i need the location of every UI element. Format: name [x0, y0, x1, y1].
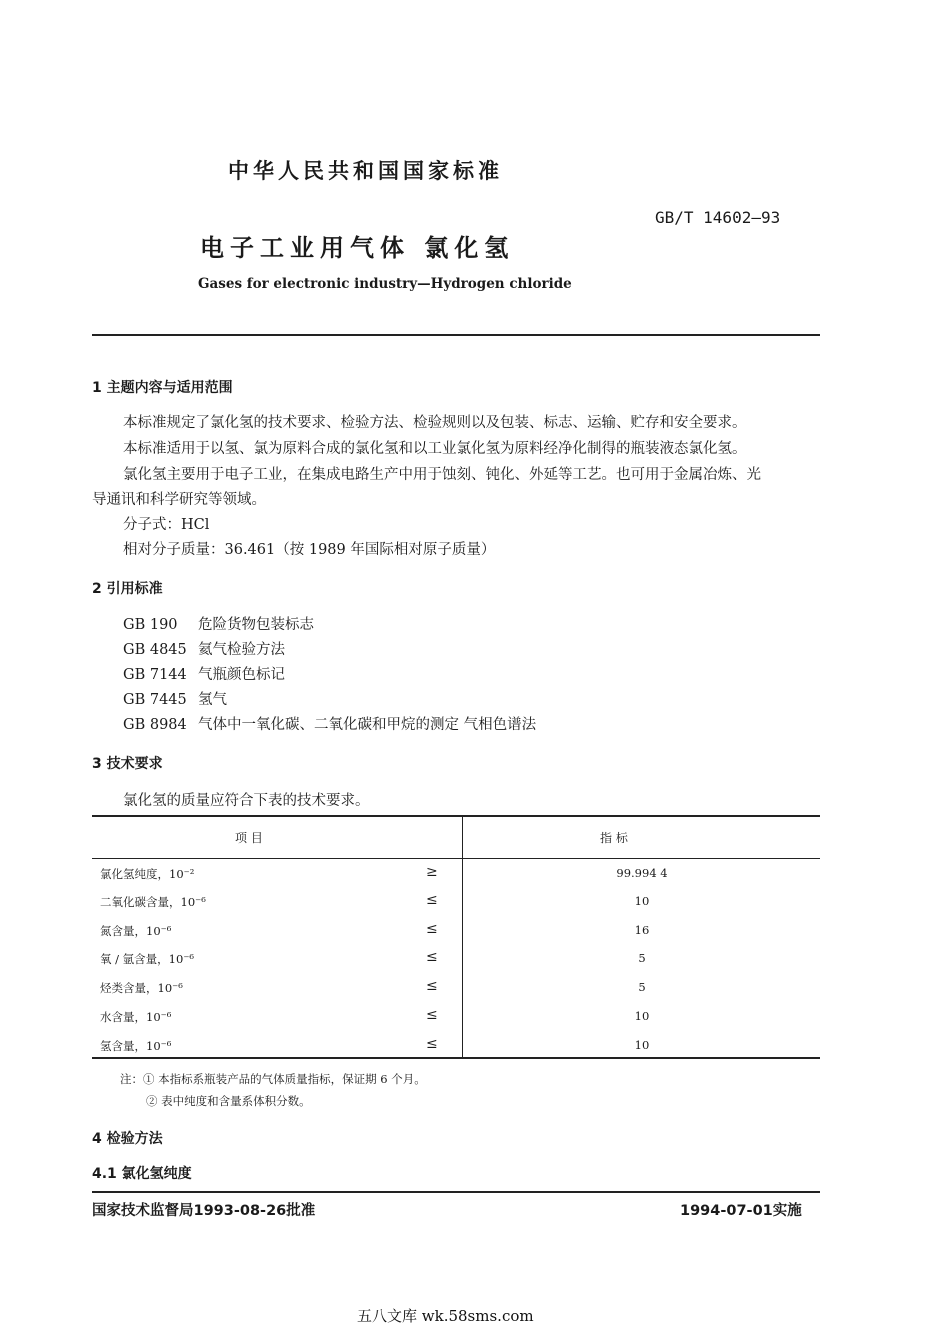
document-title: 电子工业用气体 氯化氢	[200, 234, 515, 262]
table-row	[92, 860, 820, 888]
table-header-rule	[92, 858, 820, 859]
table-cell-operator: ≤	[426, 949, 438, 965]
table-note-1: 注：① 本指标系瓶装产品的气体质量指标，保证期 6 个月。	[120, 1072, 426, 1086]
section-1-heading: 1 主题内容与适用范围	[92, 380, 233, 396]
table-cell-operator: ≤	[426, 978, 438, 994]
reference-code: GB 4845	[123, 642, 187, 658]
table-cell-item: 水含量，10⁻⁶	[100, 1010, 172, 1024]
reference-title: 氦气检验方法	[198, 642, 285, 658]
section-3-intro: 氯化氢的质量应符合下表的技术要求。	[123, 793, 370, 809]
table-cell-value: 10	[634, 894, 650, 908]
reference-title: 氢气	[198, 692, 227, 708]
reference-code: GB 190	[123, 617, 178, 633]
section-3-heading: 3 技术要求	[92, 756, 163, 772]
table-cell-value: 16	[634, 923, 650, 937]
reference-code: GB 7445	[123, 692, 187, 708]
molecular-formula: 分子式：HCl	[123, 517, 210, 533]
reference-item	[123, 713, 536, 734]
table-cell-operator: ≥	[426, 864, 438, 880]
table-note-2: ② 表中纯度和含量系体积分数。	[146, 1094, 311, 1108]
table-cell-item: 氢含量，10⁻⁶	[100, 1039, 172, 1053]
table-cell-item: 二氧化碳含量，10⁻⁶	[100, 895, 206, 909]
reference-item	[123, 663, 285, 684]
table-cell-value: 10	[634, 1009, 650, 1023]
table-row	[92, 1003, 820, 1031]
table-row	[92, 945, 820, 973]
section-1-paragraph-3-cont: 导通讯和科学研究等领域。	[92, 492, 266, 508]
table-cell-operator: ≤	[426, 921, 438, 937]
table-cell-item: 氯化氢纯度，10⁻²	[100, 867, 195, 881]
reference-item	[123, 688, 227, 709]
table-cell-operator: ≤	[426, 1036, 438, 1052]
reference-title: 气瓶颜色标记	[198, 667, 285, 683]
reference-title: 气体中一氧化碳、二氧化碳和甲烷的测定 气相色谱法	[198, 717, 537, 733]
table-row	[92, 917, 820, 945]
header-divider	[92, 334, 820, 336]
approval-date: 国家技术监督局1993-08-26批准	[92, 1203, 316, 1219]
section-4-1-heading: 4.1 氯化氢纯度	[92, 1166, 192, 1182]
section-1-paragraph-1: 本标准规定了氯化氢的技术要求、检验方法、检验规则以及包装、标志、运输、贮存和安全要求。	[123, 415, 747, 431]
table-cell-item: 氮含量，10⁻⁶	[100, 924, 172, 938]
table-header-value: 指 标	[600, 831, 628, 845]
footer-divider	[92, 1191, 820, 1193]
reference-code: GB 7144	[123, 667, 187, 683]
table-cell-value: 5	[638, 951, 646, 965]
table-cell-operator: ≤	[426, 892, 438, 908]
reference-code: GB 8984	[123, 717, 187, 733]
implementation-date: 1994-07-01实施	[680, 1203, 802, 1219]
document-title-english: Gases for electronic industry—Hydrogen chloride	[198, 276, 572, 292]
section-1-paragraph-2: 本标准适用于以氢、氯为原料合成的氯化氢和以工业氯化氢为原料经净化制得的瓶装液态氯化氢。	[123, 441, 747, 457]
table-cell-value: 10	[634, 1038, 650, 1052]
national-standard-heading: 中华人民共和国国家标准	[228, 159, 503, 183]
reference-item	[123, 613, 314, 634]
table-row	[92, 1032, 820, 1060]
table-header-item: 项 目	[235, 831, 263, 845]
table-cell-value: 5	[638, 980, 646, 994]
molecular-mass: 相对分子质量：36.461（按 1989 年国际相对原子质量）	[123, 542, 496, 558]
section-4-heading: 4 检验方法	[92, 1131, 163, 1147]
reference-item	[123, 638, 285, 659]
table-cell-value: 99.994 4	[616, 866, 668, 880]
table-cell-operator: ≤	[426, 1007, 438, 1023]
table-row	[92, 888, 820, 916]
standard-code: GB/T 14602—93	[655, 208, 781, 227]
table-cell-item: 氧 / 氩含量，10⁻⁶	[100, 952, 194, 966]
watermark-text: 五八文库 wk.58sms.com	[357, 1307, 534, 1325]
table-cell-item: 烃类含量，10⁻⁶	[100, 981, 183, 995]
reference-title: 危险货物包装标志	[198, 617, 314, 633]
table-row	[92, 974, 820, 1002]
section-2-heading: 2 引用标准	[92, 581, 163, 597]
table-top-rule	[92, 815, 820, 817]
section-1-paragraph-3: 氯化氢主要用于电子工业，在集成电路生产中用于蚀刻、钝化、外延等工艺。也可用于金属冶炼、光	[123, 467, 761, 483]
